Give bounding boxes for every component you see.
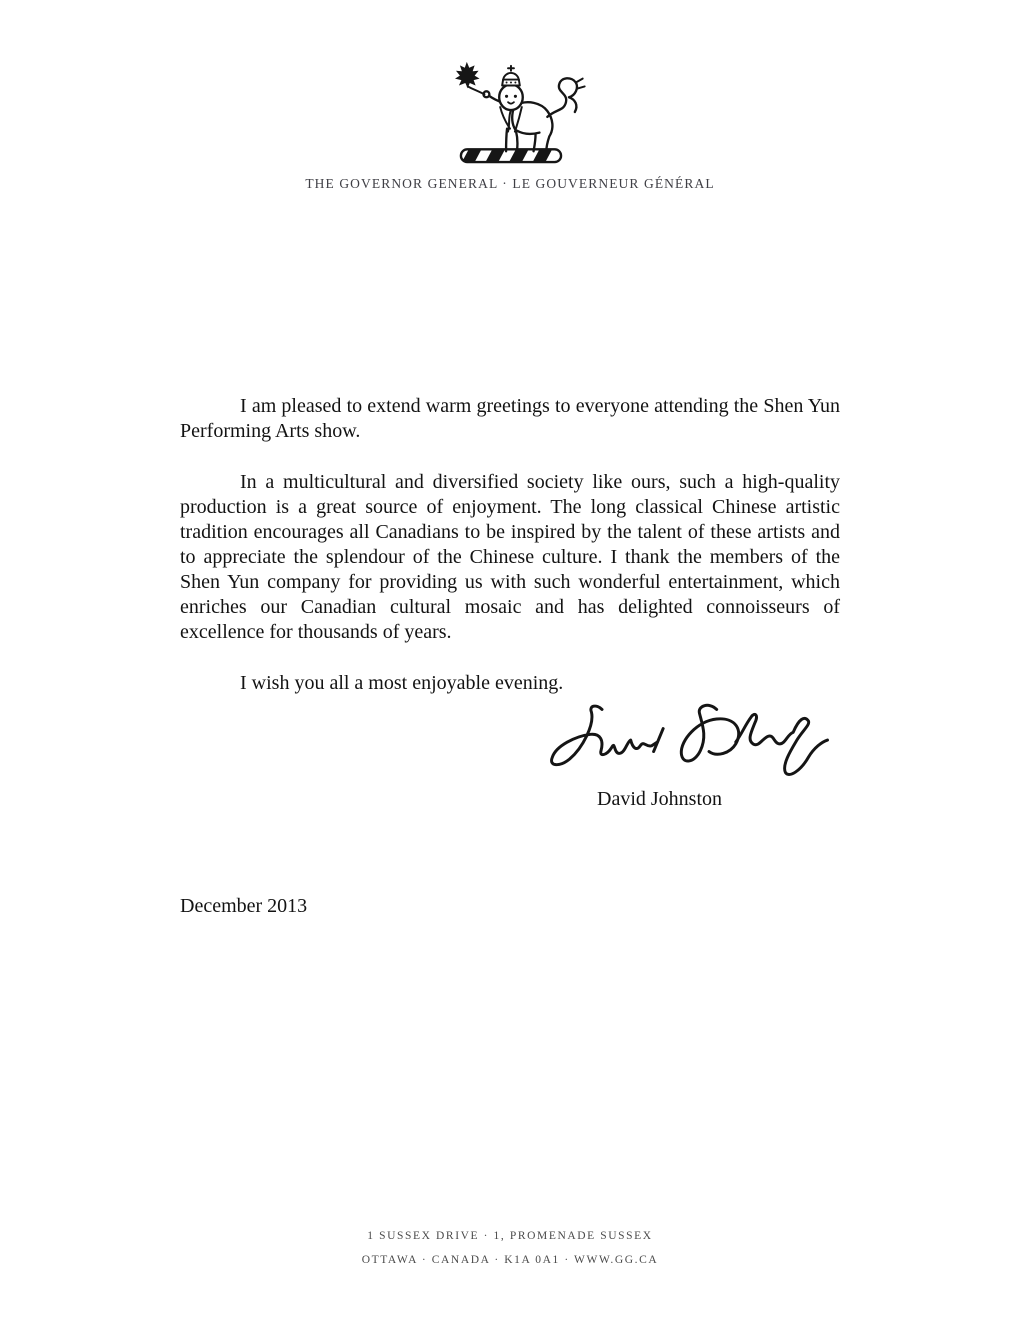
organization-title: THE GOVERNOR GENERAL · LE GOUVERNEUR GÉNÉRAL	[305, 176, 715, 191]
wreath-torse	[461, 149, 561, 162]
letter-date: December 2013	[180, 895, 308, 917]
handwritten-signature	[538, 698, 838, 784]
signature-printed-name: David Johnston	[597, 788, 722, 810]
footer-address-line: 1 SUSSEX DRIVE · 1, PROMENADE SUSSEX	[367, 1230, 653, 1242]
maple-leaf-icon	[455, 62, 480, 89]
letterhead-footer	[0, 1224, 1020, 1272]
footer-city-line: OTTAWA · CANADA · K1A 0A1 · WWW.GG.CA	[361, 1254, 659, 1266]
signature-block	[180, 696, 840, 814]
paragraph-closing: I wish you all a most enjoyable evening.	[240, 672, 564, 694]
governor-general-crest-icon	[431, 56, 589, 166]
letter-body	[180, 394, 840, 919]
paragraph-main: In a multicultural and diversified society like ours, such a high-quality production is a great source of enjoyment. The long classical Chinese artistic tradition encourages all Canadians to be inspired by the talent of these artists and to appreciate the splendour of the Chinese culture. I thank the members of the Shen Yun company for providing us with such wonderful entertainment, which enriches our Canadian cultural mosaic and has delighted connoisseurs of excellence for thousands of years.	[180, 471, 840, 643]
paragraph-greeting: I am pleased to extend warm greetings to everyone attending the Shen Yun Performing Arts show.	[180, 395, 840, 442]
